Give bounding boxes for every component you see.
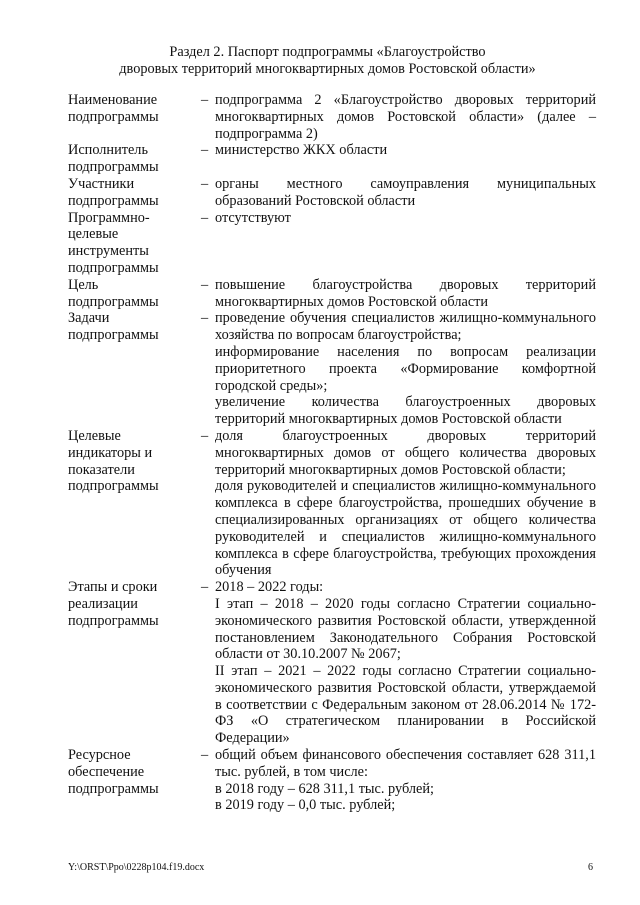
row-content: [215, 142, 596, 176]
section-heading: [60, 44, 595, 78]
row-label-line: подпрограммы: [68, 159, 159, 176]
row-paragraph: отсутствуют: [215, 209, 291, 226]
row-paragraph: в 2018 году – 628 311,1 тыс. рублей;: [215, 780, 434, 797]
row-label-line: показатели: [68, 461, 135, 478]
passport-row: [68, 747, 596, 814]
row-dash: –: [201, 747, 209, 764]
row-paragraph: увеличение количества благоустроенных дворовых территорий многоквартирных домов Ростовской области: [215, 394, 596, 428]
row-label-line: подпрограммы: [68, 327, 159, 344]
row-paragraph: проведение обучения специалистов жилищно-коммунального хозяйства по вопросам благоустройства;: [215, 310, 596, 344]
row-paragraph: доля благоустроенных дворовых территорий многоквартирных домов от общего количества дворовых территорий многоквартирных домов Ростовской области;: [215, 427, 596, 478]
row-label-line: Этапы и сроки: [68, 579, 158, 596]
row-content: [215, 176, 596, 210]
passport-row: [68, 142, 596, 176]
row-label-line: Программно-: [68, 209, 150, 226]
passport-row: [68, 579, 596, 747]
row-label: [68, 142, 201, 176]
row-label: [68, 277, 201, 311]
row-paragraph: повышение благоустройства дворовых территорий многоквартирных домов Ростовской области: [215, 276, 596, 310]
row-label-line: подпрограммы: [68, 612, 159, 629]
row-label: [68, 210, 201, 277]
row-paragraph: общий объем финансового обеспечения составляет 628 311,1 тыс. рублей, в том числе:: [215, 747, 596, 780]
row-label-line: подпрограммы: [68, 259, 159, 276]
row-content: [215, 92, 596, 142]
passport-row: [68, 210, 596, 277]
row-paragraph: органы местного самоуправления муниципальных образований Ростовской области: [215, 175, 596, 209]
row-label-line: инструменты: [68, 243, 149, 260]
row-dash: –: [201, 92, 209, 108]
row-dash: –: [201, 209, 209, 226]
row-label-line: Наименование: [68, 92, 158, 108]
row-dash: –: [201, 579, 209, 596]
row-label-line: подпрограммы: [68, 108, 159, 125]
row-label-line: Участники: [68, 175, 135, 192]
passport-row: [68, 277, 596, 311]
row-label-line: подпрограммы: [68, 780, 159, 797]
heading-line-2: дворовых территорий многоквартирных домов Ростовской области»: [119, 61, 536, 77]
passport-row: [68, 310, 596, 428]
passport-row: [68, 92, 596, 142]
row-content: [215, 210, 596, 277]
row-label: [68, 428, 201, 579]
passport-row: [68, 428, 596, 579]
row-dash: –: [201, 276, 209, 293]
row-label: [68, 176, 201, 210]
passport-table: [68, 92, 596, 814]
row-label-line: реализации: [68, 595, 138, 612]
row-paragraph: информирование населения по вопросам реализации приоритетного проекта «Формирование комфортной городской среды»;: [215, 343, 596, 394]
row-paragraph: II этап – 2021 – 2022 годы согласно Стратегии социально-экономического развития Ростовской области, утверждаемой в соответствии с Федеральным законом от 28.06.2014 № 172-ФЗ «О стратегическом планировании в Российской Федерации»: [215, 663, 596, 747]
row-label-line: Исполнитель: [68, 142, 148, 159]
page-number: 6: [588, 862, 593, 873]
row-label: [68, 579, 201, 747]
row-label-line: Ресурсное: [68, 747, 131, 764]
row-label-line: целевые: [68, 226, 119, 243]
row-paragraph: подпрограмма 2 «Благоустройство дворовых территорий многоквартирных домов Ростовской области» (далее – подпрограмма 2): [215, 92, 596, 142]
row-label-line: индикаторы и: [68, 444, 153, 461]
row-paragraph: в 2019 году – 0,0 тыс. рублей;: [215, 797, 396, 814]
row-dash: –: [201, 142, 209, 159]
row-content: [215, 428, 596, 579]
row-content: [215, 310, 596, 428]
row-label-line: подпрограммы: [68, 192, 159, 209]
row-label: [68, 310, 201, 428]
row-paragraph: 2018 – 2022 годы:: [215, 579, 324, 596]
row-dash: –: [201, 175, 209, 192]
row-label-line: Цель: [68, 276, 99, 293]
row-content: [215, 747, 596, 814]
row-label-line: подпрограммы: [68, 478, 159, 495]
row-dash: –: [201, 310, 209, 327]
row-paragraph: министерство ЖКХ области: [215, 142, 388, 159]
row-paragraph: доля руководителей и специалистов жилищно-коммунального комплекса в сфере благоустройства, прошедших обучение в специализированных организациях от общего количества руководителей и специалистов жилищно-коммунального комплекса в сфере благоустройства, требующих прохождения обучения: [215, 478, 596, 579]
row-dash: –: [201, 427, 209, 444]
passport-row: [68, 176, 596, 210]
row-label-line: Целевые: [68, 427, 121, 444]
row-label-line: Задачи: [68, 310, 110, 327]
row-label: [68, 747, 201, 814]
row-label-line: подпрограммы: [68, 293, 159, 310]
footer-file-path: Y:\ORST\Ppo\0228p104.f19.docx: [68, 862, 205, 873]
row-content: [215, 277, 596, 311]
heading-line-1: Раздел 2. Паспорт подпрограммы «Благоустройство: [169, 44, 486, 60]
row-content: [215, 579, 596, 747]
row-label: [68, 92, 201, 142]
row-label-line: обеспечение: [68, 763, 145, 780]
row-paragraph: I этап – 2018 – 2020 годы согласно Стратегии социально-экономического развития Ростовской области, утвержденной постановлением Законодательного Собрания Ростовской области от 30.10.2007 № 2067;: [215, 595, 596, 663]
